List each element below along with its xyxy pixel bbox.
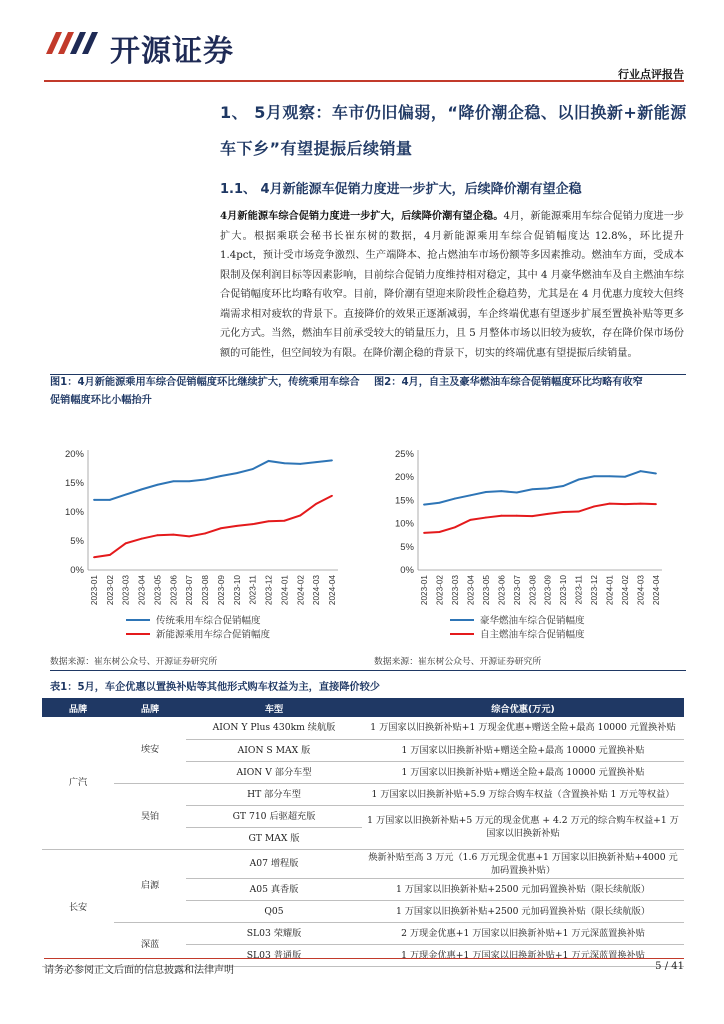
data-point [188, 480, 190, 482]
legend-label-1: 自主燃油车综合促销幅度 [480, 629, 585, 641]
y-tick-label: 10% [394, 518, 414, 530]
data-point [331, 495, 333, 497]
data-point [562, 485, 564, 487]
y-tick-label: 0% [70, 565, 84, 576]
cell-model: GT 710 后驱超充版 [186, 805, 362, 827]
data-point [609, 475, 611, 477]
x-tick-label: 2023-12 [264, 575, 274, 606]
data-point [609, 503, 611, 505]
x-tick-label: 2023-12 [590, 575, 600, 606]
table-row [42, 783, 684, 805]
footer-divider [44, 958, 684, 959]
section-title-line2: 车下乡”有望提振后续销量 [220, 139, 413, 158]
header-brand: 品牌 [42, 698, 114, 717]
x-tick-label: 2023-07 [512, 575, 522, 606]
data-point [485, 491, 487, 493]
x-tick-label: 2024-04 [652, 575, 661, 606]
data-point [500, 515, 502, 517]
data-point [578, 511, 580, 513]
data-point [593, 506, 595, 508]
data-point [315, 503, 317, 505]
cell-brand: 广汽 [42, 717, 114, 849]
data-point [578, 479, 580, 481]
data-point [93, 499, 95, 501]
y-tick-label: 20% [64, 449, 84, 460]
figure2-source: 数据来源：崔东树公众号、开源证券研究所 [374, 657, 542, 667]
data-point [252, 523, 254, 525]
data-point [141, 538, 143, 540]
cell-offer: 1 万国家以旧换新补贴+2500 元加码置换补贴（限长续航版） [362, 900, 684, 922]
x-tick-label: 2023-03 [121, 575, 131, 606]
cell-model: AION V 部分车型 [186, 761, 362, 783]
data-point [439, 502, 441, 504]
cell-sub-brand: 昊铂 [114, 783, 186, 849]
data-point [624, 476, 626, 478]
series-line-1 [94, 496, 332, 557]
data-point [624, 503, 626, 505]
report-type: 行业点评报告 [618, 68, 684, 81]
x-tick-label: 2023-10 [559, 575, 569, 606]
x-tick-label: 2023-06 [169, 575, 179, 606]
data-point [516, 515, 518, 517]
footer-disclaimer: 请务必参阅正文后面的信息披露和法律声明 [44, 965, 234, 976]
data-point [284, 462, 286, 464]
x-tick-label: 2024-01 [280, 575, 290, 606]
data-point [423, 532, 425, 534]
cell-model: GT MAX 版 [186, 827, 362, 849]
y-tick-label: 25% [394, 449, 414, 460]
x-tick-label: 2023-09 [543, 575, 553, 606]
data-point [531, 515, 533, 517]
x-tick-label: 2023-01 [420, 575, 429, 606]
y-tick-label: 15% [64, 478, 84, 489]
figure1-svg [50, 440, 360, 650]
body-paragraph [220, 207, 684, 363]
data-point [655, 473, 657, 475]
y-tick-label: 5% [400, 541, 414, 553]
cell-brand: 长安 [42, 849, 114, 966]
cell-model: AION Y Plus 430km 续航版 [186, 717, 362, 739]
data-point [485, 517, 487, 519]
cell-model: A07 增程版 [186, 849, 362, 878]
cell-offer: 1 万国家以旧换新补贴+5 万元的现金优惠 + 4.2 万元的综合购车权益+1 万国家以旧换新补贴 [362, 805, 684, 849]
figure1-caption: 图1：4月新能源乘用车综合促销幅度环比继续扩大，传统乘用车综合促销幅度环比小幅抬升 [50, 377, 360, 406]
x-tick-label: 2023-02 [435, 575, 445, 606]
data-point [470, 494, 472, 496]
subsection-title: 1.1、 4月新能源车促销力度进一步扩大，后续降价潮有望企稳 [220, 182, 582, 197]
data-point [125, 542, 127, 544]
table-row [42, 849, 684, 878]
data-point [640, 503, 642, 505]
data-point [547, 513, 549, 515]
y-tick-label: 15% [394, 495, 414, 507]
cell-offer: 1 万国家以旧换新补贴+1 万现金优惠+赠送全险+最高 10000 元置换补贴 [362, 717, 684, 739]
data-point [315, 461, 317, 463]
cell-model: AION S MAX 版 [186, 739, 362, 761]
x-tick-label: 2023-05 [153, 575, 163, 606]
data-point [109, 499, 111, 501]
data-point [220, 475, 222, 477]
data-point [547, 487, 549, 489]
data-point [562, 511, 564, 513]
figure2-chart [374, 440, 686, 650]
logo-text: 开源证券 [110, 34, 234, 69]
cell-offer: 1 万国家以旧换新补贴+赠送全险+最高 10000 元置换补贴 [362, 739, 684, 761]
x-tick-label: 2023-04 [137, 575, 147, 606]
legend-label-0: 传统乘用车综合促销幅度 [156, 615, 261, 627]
table-row [42, 922, 684, 944]
data-point [423, 504, 425, 506]
x-tick-label: 2023-07 [185, 575, 195, 606]
cell-offer: 1 万国家以旧换新补贴+2500 元加码置换补贴（限长续航版） [362, 878, 684, 900]
header-divider [44, 80, 684, 82]
data-point [454, 498, 456, 500]
x-tick-label: 2023-08 [528, 575, 538, 606]
cell-model: SL03 普通版 [186, 944, 362, 966]
section-title-line1: 1、 5月观察：车市仍旧偏弱，“降价潮企稳、以旧换新+新能源 [220, 103, 687, 122]
data-point [188, 535, 190, 537]
y-tick-label: 5% [70, 536, 84, 547]
cell-offer: 1 万国家以旧换新补贴+赠送全险+最高 10000 元置换补贴 [362, 761, 684, 783]
report-header [44, 18, 684, 80]
series-line-0 [94, 460, 332, 499]
x-tick-label: 2024-03 [312, 575, 322, 606]
cell-offer: 1 万现金优惠+1 万国家以旧换新补贴+1 万元深蓝置换补贴 [362, 944, 684, 966]
x-tick-label: 2024-02 [621, 575, 631, 606]
x-tick-label: 2023-08 [201, 575, 211, 606]
legend-label-1: 新能源乘用车综合促销幅度 [156, 629, 271, 641]
table-caption: 表1：5月，车企优惠以置换补贴等其他形式购车权益为主，直接降价较少 [50, 682, 380, 693]
data-point [141, 488, 143, 490]
data-point [268, 520, 270, 522]
header-model: 车型 [186, 698, 362, 717]
data-point [655, 503, 657, 505]
x-tick-label: 2023-04 [466, 575, 476, 606]
data-point [299, 515, 301, 517]
data-point [125, 494, 127, 496]
data-point [439, 531, 441, 533]
data-point [516, 492, 518, 494]
x-tick-label: 2023-05 [481, 575, 491, 606]
cell-sub-brand: 启源 [114, 849, 186, 922]
cell-model: A05 真香版 [186, 878, 362, 900]
data-point [172, 534, 174, 536]
header-offer: 综合优惠(万元) [362, 698, 684, 717]
figure2-svg [374, 440, 686, 650]
data-point [109, 554, 111, 556]
data-point [236, 472, 238, 474]
data-point [284, 520, 286, 522]
x-tick-label: 2023-11 [248, 575, 258, 605]
x-tick-label: 2023-03 [450, 575, 460, 606]
data-point [268, 460, 270, 462]
data-point [204, 479, 206, 481]
data-point [236, 525, 238, 527]
page-number: 5 / 41 [655, 961, 684, 972]
data-point [470, 519, 472, 521]
cell-model: HT 部分车型 [186, 783, 362, 805]
figure1-chart [50, 440, 360, 650]
table-header-row [42, 698, 684, 717]
x-tick-label: 2024-02 [296, 575, 306, 606]
data-point [172, 480, 174, 482]
data-point [299, 463, 301, 465]
legend-label-0: 豪华燃油车综合促销幅度 [480, 615, 585, 627]
data-point [500, 490, 502, 492]
cell-model: SL03 荣耀版 [186, 922, 362, 944]
data-point [93, 556, 95, 558]
x-tick-label: 2023-10 [232, 575, 242, 606]
y-tick-label: 10% [64, 507, 84, 518]
cell-sub-brand: 埃安 [114, 717, 186, 783]
paragraph-lead: 4月新能源车综合促销力度进一步扩大，后续降价潮有望企稳。 [220, 210, 504, 222]
x-tick-label: 2023-11 [574, 575, 584, 605]
cell-offer: 2 万现金优惠+1 万国家以旧换新补贴+1 万元深蓝置换补贴 [362, 922, 684, 944]
y-tick-label: 20% [394, 472, 414, 484]
promotion-table [42, 698, 684, 967]
x-tick-label: 2023-01 [90, 575, 99, 606]
data-point [157, 534, 159, 536]
data-point [252, 468, 254, 470]
data-point [593, 475, 595, 477]
data-point [220, 527, 222, 529]
series-line-0 [424, 471, 656, 504]
data-point [531, 488, 533, 490]
paragraph-body: 4月，新能源乘用车综合促销力度进一步扩大。根据乘联会秘书长崔东树的数据，4月新能源乘用车综合促销幅度达 12.8%，环比提升 1.4pct，预计受市场竞争激烈、生产端降本、抢占燃油车市场份额等多因素推动。燃油车方面，受成本限制及保利润目标等因素影响，目前综合促销力度维持相对稳定，其中 4 月豪华燃油车及自主燃油车综合促销幅度环比均略有收窄。目前，降价潮有望迎来阶段性企稳趋势，尤其是在 4 月优惠力度较大但终端需求相对疲软的背景下。直接降价的效果正逐渐减弱，车企终端优惠有望逐步扩展至置换补贴等更多元化方式。当然，燃油车目前承受较大的销量压力，且 5 月整体市场以旧较为疲软，存在降价保市场份额的可能性，但空间较为有限。在降价潮企稳的背景下，切实的终端优惠有望提振后续销量。 [220, 211, 684, 359]
cell-sub-brand: 深蓝 [114, 922, 186, 966]
data-point [204, 533, 206, 535]
cell-offer: 1 万国家以旧换新补贴+5.9 万综合购车权益（含置换补贴 1 万元等权益） [362, 783, 684, 805]
cell-offer: 焕新补贴至高 3 万元（1.6 万元现金优惠+1 万国家以旧换新补贴+4000 元加码置换补贴） [362, 849, 684, 878]
x-tick-label: 2023-09 [216, 575, 226, 606]
x-tick-label: 2023-02 [105, 575, 115, 606]
x-tick-label: 2024-03 [636, 575, 646, 606]
x-tick-label: 2023-06 [497, 575, 507, 606]
data-point [331, 459, 333, 461]
series-line-1 [424, 504, 656, 533]
y-tick-label: 0% [400, 565, 414, 576]
figure2-caption: 图2：4月，自主及豪华燃油车综合促销幅度环比均略有收窄 [374, 377, 643, 388]
figure1-source: 数据来源：崔东树公众号、开源证券研究所 [50, 657, 218, 667]
header-sub-brand: 品牌 [114, 698, 186, 717]
cell-model: Q05 [186, 900, 362, 922]
kaiyuan-logo-icon [44, 24, 102, 62]
data-point [454, 526, 456, 528]
x-tick-label: 2024-01 [605, 575, 615, 606]
table-row [42, 717, 684, 739]
data-point [640, 470, 642, 472]
source-divider [50, 670, 686, 671]
x-tick-label: 2024-04 [328, 575, 337, 606]
data-point [157, 484, 159, 486]
